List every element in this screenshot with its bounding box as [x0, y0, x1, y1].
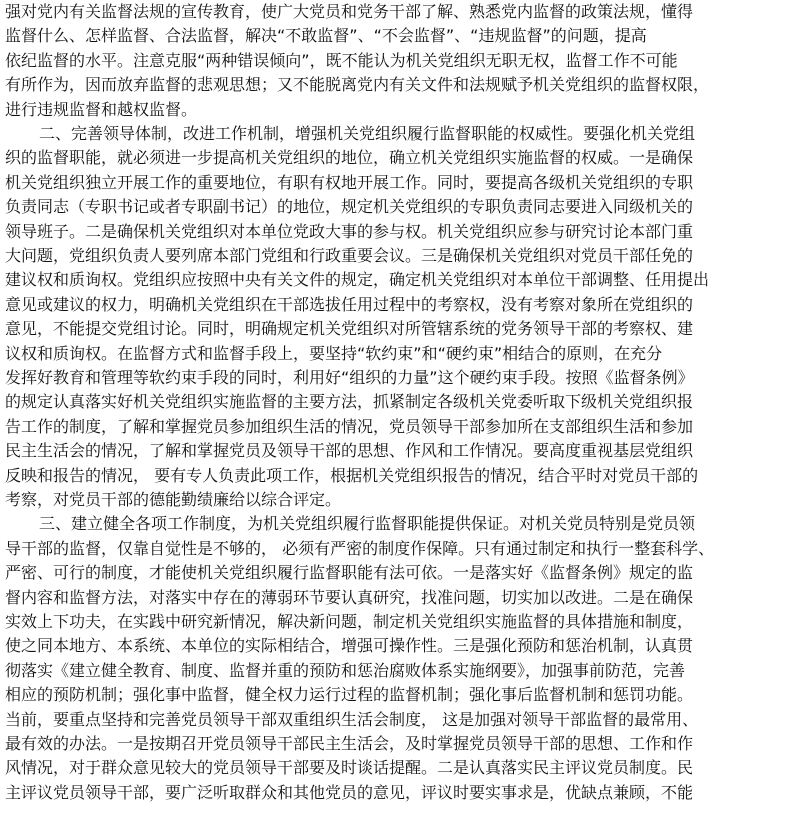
text-line: 监督什么、怎样监督、合法监督，解决“不敢监督”、“不会监督”、“违规监督”的问题，提高 — [5, 26, 647, 46]
text-line: 织的监督职能，就必须进一步提高机关党组织的地位，确立机关党组织实施监督的权威。一是确保 — [5, 148, 694, 168]
text-line: 实效上下功夫，在实践中研究新情况，解决新问题，制定机关党组织实施监督的具体措施和制度， — [5, 612, 694, 631]
text-line: 相应的预防机制；强化事中监督，健全权力运行过程的监督机制；强化事后监督机制和惩罚功能。 — [5, 685, 694, 705]
text-line: 机关党组织独立开展工作的重要地位，有职有权地开展工作。同时，要提高各级机关党组织的专职 — [5, 172, 694, 192]
text-line: 领导班子。二是确保机关党组织对本单位党政大事的参与权。机关党组织应参与研究讨论本部门重 — [5, 221, 694, 241]
text-line: 导干部的监督，仅靠自觉性是不够的， 必须有严密的制度作保障。只有通过制定和执行一整套科学、 — [5, 538, 715, 558]
text-line: 反映和报告的情况， 要有专人负责此项工作，根据机关党组织报告的情况，结合平时对党员干部的 — [5, 465, 699, 485]
text-line: 议权和质询权。在监督方式和监督手段上，要坚持“软约束”和“硬约束”相结合的原则，在充分 — [5, 343, 663, 363]
text-line: 最有效的办法。一是按期召开党员领导干部民主生活会，及时掌握党员领导干部的思想、工作和作 — [5, 734, 694, 753]
text-line: 意见，不能提交党组讨论。同时，明确规定机关党组织对所管辖系统的党务领导干部的考察权、建 — [5, 319, 694, 339]
text-line: 考察，对党员干部的德能勤绩廉给以综合评定。 — [5, 490, 342, 509]
text-line: 有所作为，因而放弃监督的悲观思想；又不能脱离党内有关文件和法规赋予机关党组织的监督权限， — [5, 75, 710, 95]
text-line: 主评议党员领导干部，要广泛听取群众和其他党员的意见，评议时要实事求是，优缺点兼顾，不能 — [5, 782, 694, 802]
text-line: 当前，要重点坚持和完善党员领导干部双重组织生活会制度， 这是加强对领导干部监督的最常用、 — [5, 709, 699, 729]
document-page — [5, 0, 787, 827]
text-line: 风情况，对于群众意见较大的党员领导干部要及时谈话提醒。二是认真落实民主评议党员制度。民 — [5, 758, 694, 778]
text-line: 建议权和质询权。党组织应按照中央有关文件的规定，确定机关党组织对本单位干部调整、任用提出 — [5, 270, 710, 290]
text-line: 依纪监督的水平。注意克服“两种错误倾向”，既不能认为机关党组织无职无权，监督工作不可能 — [5, 50, 678, 70]
text-line: 进行违规监督和越权监督。 — [5, 99, 198, 119]
text-line: 发挥好教育和管理等软约束手段的同时，利用好“组织的力量”这个硬约束手段。按照《监督条例》 — [5, 368, 694, 387]
text-line: 督内容和监督方法，对落实中存在的薄弱环节要认真研究，找准问题，切实加以改进。二是在确保 — [5, 587, 694, 607]
paragraph-3-start: 三、建立健全各项工作制度，为机关党组织履行监督职能提供保证。对机关党员特别是党员领 — [39, 514, 696, 534]
text-line: 负责同志（专职书记或者专职副书记）的地位，规定机关党组织的专职负责同志要进入同级机关的 — [5, 197, 694, 217]
text-line: 大问题，党组织负责人要列席本部门党组和行政重要会议。三是确保机关党组织对党员干部任免的 — [5, 246, 694, 265]
text-line: 严密、可行的制度，才能使机关党组织履行监督职能有法可依。一是落实好《监督条例》规定的监 — [5, 563, 694, 583]
text-line: 的规定认真落实好机关党组织实施监督的主要方法，抓紧制定各级机关党委听取下级机关党组织报 — [5, 392, 694, 412]
text-line: 使之同本地方、本系统、本单位的实际相结合，增强可操作性。三是强化预防和惩治机制，认真贯 — [5, 636, 694, 656]
paragraph-2-start: 二、完善领导体制，改进工作机制，增强机关党组织履行监督职能的权威性。要强化机关党组 — [39, 124, 696, 143]
text-line: 民主生活会的情况，了解和掌握党员及领导干部的思想、作风和工作情况。要高度重视基层党组织 — [5, 441, 694, 461]
text-line: 彻落实《建立健全教育、制度、监督并重的预防和惩治腐败体系实施纲要》，加强事前防范，完善 — [5, 660, 686, 680]
text-line: 意见或建议的权力，明确机关党组织在干部选拔任用过程中的考察权，没有考察对象所在党组织的 — [5, 294, 694, 314]
text-line: 告工作的制度，了解和掌握党员参加组织生活的情况，党员领导干部参加所在支部组织生活和参加 — [5, 416, 694, 436]
text-line: 强对党内有关监督法规的宣传教育，使广大党员和党务干部了解、熟悉党内监督的政策法规，懂得 — [5, 2, 694, 21]
